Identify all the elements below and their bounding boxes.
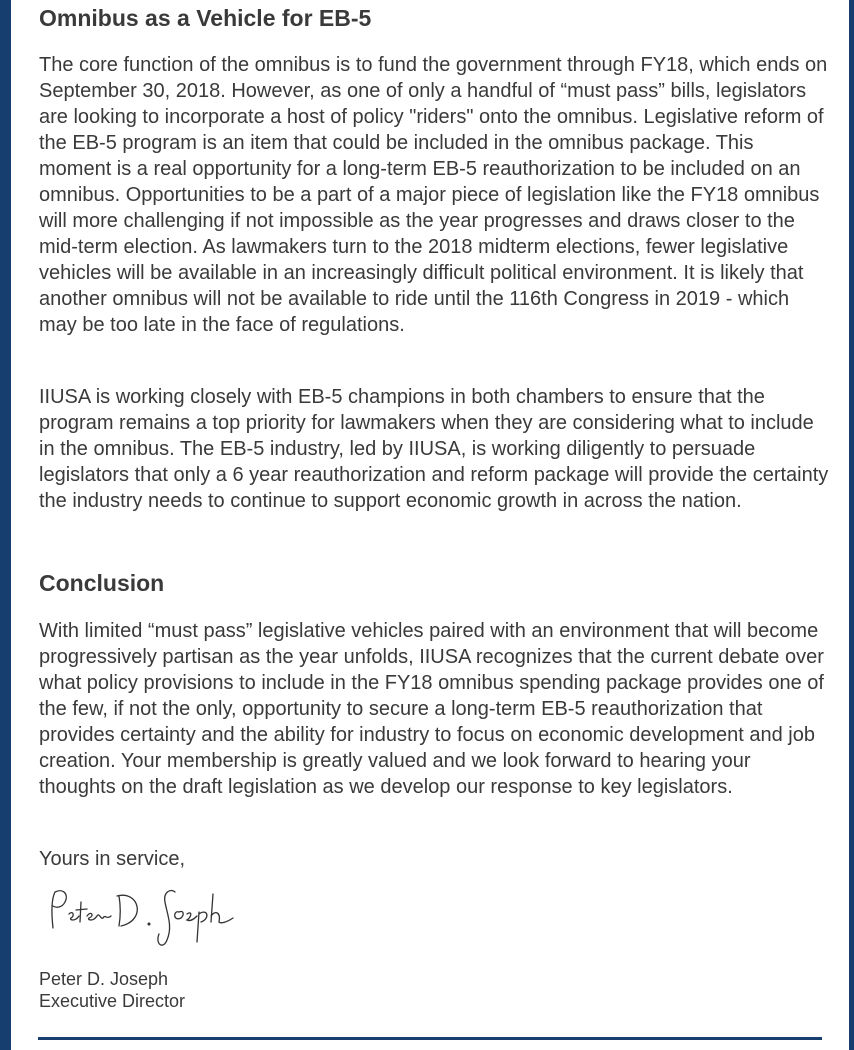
left-border-bar xyxy=(0,0,11,1050)
section-heading-conclusion: Conclusion xyxy=(39,570,165,596)
signer-title: Executive Director xyxy=(39,991,186,1011)
bottom-divider xyxy=(38,1037,822,1040)
closing-line: Yours in service, xyxy=(39,848,185,870)
paragraph-omnibus-1: The core function of the omnibus is to fund the government through FY18, which ends on September 30, 2018. However, as one of only a handful of “must pass” bills, legislators are looking to incorporate a host of policy "riders" onto the omnibus. Legislative reform of the EB-5 program is an item that could be included in the omnibus package. This moment is a real opportunity for a long-term EB-5 reauthorization to be included on an omnibus. Opportunities to be a part of a major piece of legislation like the FY18 omnibus will more challenging if not impossible as the year progresses and draws closer to the mid-term election. As lawmakers turn to the 2018 midterm elections, fewer legislative vehicles will be available in an increasingly difficult political environment. It is likely that another omnibus will not be available to ride until the 116th Congress in 2019 - which may be too late in the face of regulations. xyxy=(39,54,828,336)
paragraph-conclusion: With limited “must pass” legislative vehicles paired with an environment that will become progressively partisan as the year unfolds, IIUSA recognizes that the current debate over what policy provisions to include in the FY18 omnibus spending package provides one of the few, if not the only, opportunity to secure a long-term EB-5 reauthorization that provides certainty and the ability for industry to focus on economic development and job creation. Your membership is greatly valued and we look forward to hearing your thoughts on the draft legislation as we develop our response to key legislators. xyxy=(39,620,824,798)
right-border-bar xyxy=(849,0,854,1050)
signer-name: Peter D. Joseph xyxy=(39,969,169,989)
paragraph-omnibus-2: IIUSA is working closely with EB-5 champions in both chambers to ensure that the program remains a top priority for lawmakers when they are considering what to include in the omnibus. The EB-5 industry, led by IIUSA, is working diligently to persuade legislators that only a 6 year reauthorization and reform package will provide the certainty the industry needs to continue to support economic growth in across the nation. xyxy=(39,386,829,512)
section-heading-omnibus: Omnibus as a Vehicle for EB-5 xyxy=(39,5,372,31)
signature-icon xyxy=(43,880,243,960)
